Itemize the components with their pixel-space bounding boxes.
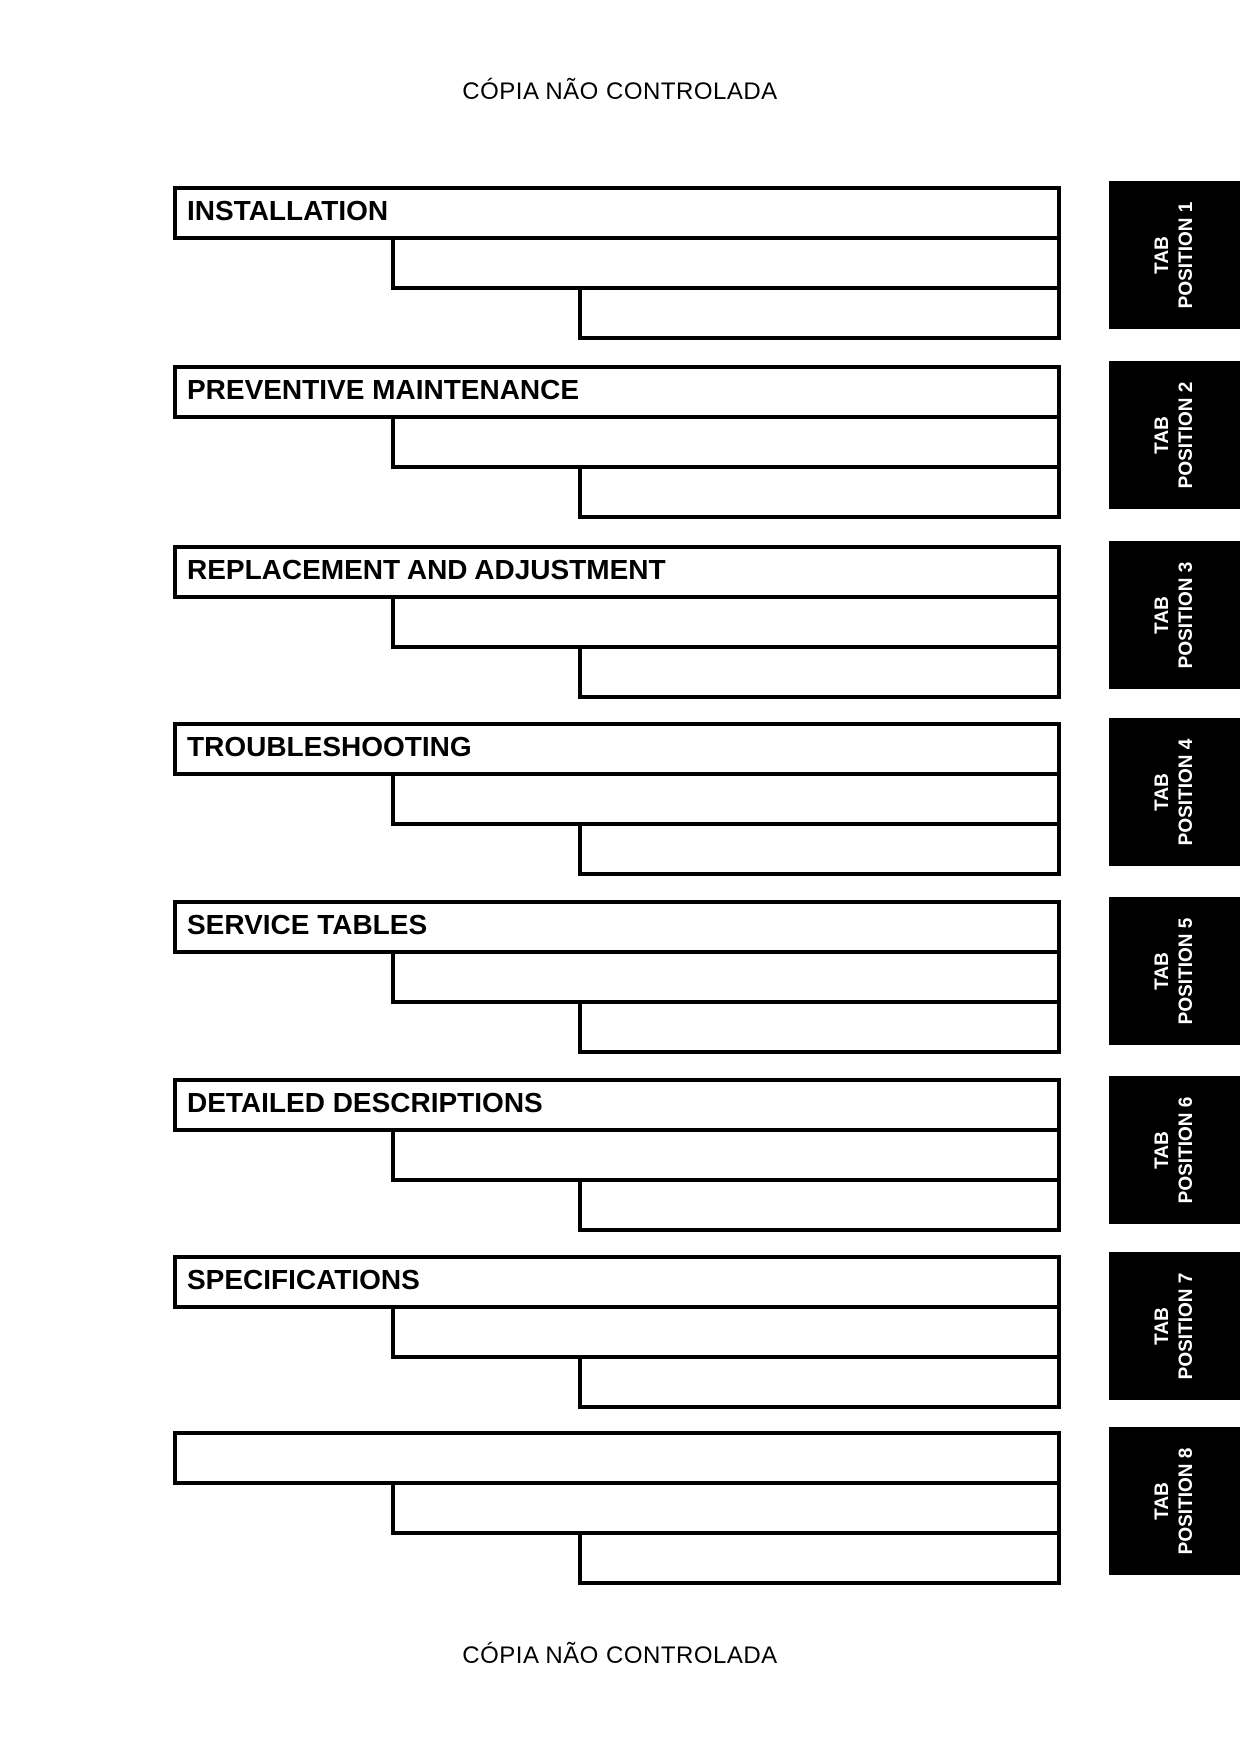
tab-label: [1151, 1448, 1199, 1555]
section-subsubbar: [578, 1178, 1061, 1232]
section-title: PREVENTIVE MAINTENANCE: [187, 374, 580, 405]
section-replacement-and-adjustment: [173, 545, 1061, 699]
section-title-bar: [173, 722, 1061, 776]
watermark-top: CÓPIA NÃO CONTROLADA: [462, 78, 778, 105]
section-title-bar: [173, 1431, 1061, 1485]
tab-label-line2: POSITION 6: [1175, 1096, 1197, 1204]
tab-label-line2: POSITION 4: [1175, 738, 1197, 846]
tab-label-line2: POSITION 7: [1175, 1272, 1197, 1380]
tab-label: [1151, 739, 1199, 846]
tab-label-line1: TAB: [1151, 1307, 1173, 1345]
section-blank: [173, 1431, 1061, 1585]
tab-label-line1: TAB: [1151, 773, 1173, 811]
section-installation: [173, 186, 1061, 340]
section-subsubbar: [578, 822, 1061, 876]
section-troubleshooting: [173, 722, 1061, 876]
section-subbar: [391, 772, 1061, 826]
section-subbar: [391, 1128, 1061, 1182]
section-detailed-descriptions: [173, 1078, 1061, 1232]
tab-position-7: [1109, 1252, 1240, 1400]
section-title-bar: [173, 545, 1061, 599]
section-title-bar: [173, 1255, 1061, 1309]
tab-label-line2: POSITION 8: [1175, 1447, 1197, 1555]
tab-label-line1: TAB: [1151, 416, 1173, 454]
tab-position-5: [1109, 897, 1240, 1045]
tab-label-line2: POSITION 1: [1175, 201, 1197, 309]
section-subsubbar: [578, 1531, 1061, 1585]
tab-position-3: [1109, 541, 1240, 689]
section-subsubbar: [578, 1355, 1061, 1409]
section-subsubbar: [578, 286, 1061, 340]
section-subbar: [391, 236, 1061, 290]
tab-label-line2: POSITION 5: [1175, 917, 1197, 1025]
tab-label: [1151, 562, 1199, 669]
section-title: INSTALLATION: [187, 195, 389, 226]
tab-position-4: [1109, 718, 1240, 866]
section-subsubbar: [578, 465, 1061, 519]
section-title-bar: [173, 186, 1061, 240]
tab-label-line1: TAB: [1151, 952, 1173, 990]
section-specifications: [173, 1255, 1061, 1409]
section-title-bar: [173, 900, 1061, 954]
section-subbar: [391, 950, 1061, 1004]
section-title: SERVICE TABLES: [187, 909, 428, 940]
section-title-bar: [173, 1078, 1061, 1132]
tab-label: [1151, 382, 1199, 489]
tab-position-2: [1109, 361, 1240, 509]
tab-position-6: [1109, 1076, 1240, 1224]
tab-position-1: [1109, 181, 1240, 329]
section-preventive-maintenance: [173, 365, 1061, 519]
tab-label-line1: TAB: [1151, 1131, 1173, 1169]
section-subbar: [391, 1481, 1061, 1535]
section-subsubbar: [578, 645, 1061, 699]
section-title: SPECIFICATIONS: [187, 1264, 420, 1295]
tab-label: [1151, 918, 1199, 1025]
section-title: REPLACEMENT AND ADJUSTMENT: [187, 554, 666, 585]
tab-label-line1: TAB: [1151, 236, 1173, 274]
section-title: DETAILED DESCRIPTIONS: [187, 1087, 543, 1118]
tab-position-8: [1109, 1427, 1240, 1575]
section-subsubbar: [578, 1000, 1061, 1054]
section-subbar: [391, 1305, 1061, 1359]
tab-label-line2: POSITION 3: [1175, 561, 1197, 669]
section-title: TROUBLESHOOTING: [187, 731, 472, 762]
tab-label-line1: TAB: [1151, 1482, 1173, 1520]
section-subbar: [391, 595, 1061, 649]
tab-label-line1: TAB: [1151, 596, 1173, 634]
tab-label: [1151, 202, 1199, 309]
watermark-bottom: CÓPIA NÃO CONTROLADA: [462, 1642, 778, 1669]
tab-label: [1151, 1273, 1199, 1380]
section-subbar: [391, 415, 1061, 469]
section-title-bar: [173, 365, 1061, 419]
tab-label: [1151, 1097, 1199, 1204]
section-service-tables: [173, 900, 1061, 1054]
tab-label-line2: POSITION 2: [1175, 381, 1197, 489]
